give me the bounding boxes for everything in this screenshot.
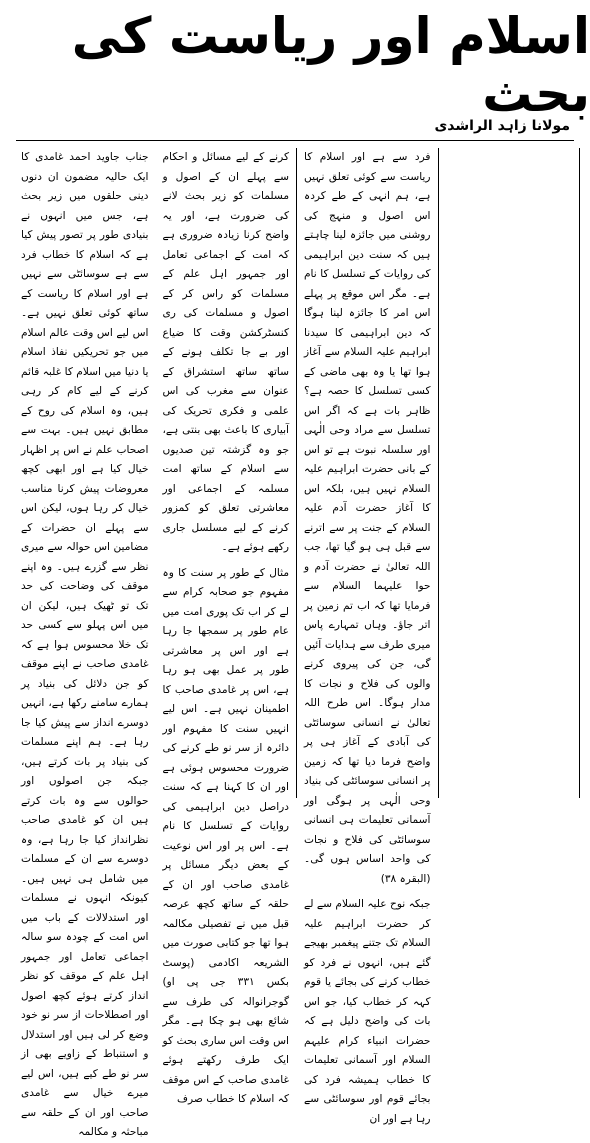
paragraph: جبکہ نوح علیہ السلام سے لے کر حضرت ابراہیم علیہ السلام تک جتنے پیغمبر بھیجے گئے ہیں، انہوں نے فرد کو خطاب کرنے کی بجائے یا قوم کہہ کر خطاب کیا، جو اس بات کی واضح دلیل ہے کہ حضرات انبیاء کرام علیہم السلام اور آسمانی تعلیمات کا خطاب ہمیشہ فرد کی بجائے قوم اور سوسائٹی سے رہا ہے اور ان — [304, 898, 431, 1125]
header-divider — [16, 140, 574, 141]
author-byline: مولانا زاہد الراشدی — [434, 118, 570, 134]
article-title: اسلام اور ریاست کی بحث — [71, 7, 590, 123]
paragraph: مثال کے طور پر سنت کا وہ مفہوم جو صحابہ کرام سے لے کر اب تک پوری امت میں عام طور پر سمجھا جا رہا ہے اور اس پر معاشرتی طور پر عمل بھی ہو رہا ہے، اس پر غامدی صاحب کا اطمینان نہیں ہے۔ اس لیے انہیں سنت کا مفہوم اور دائرہ از سر نو طے کرنے کی ضرورت محسوس ہوئی ہے اور ان کا کہنا ہے کہ سنت دراصل دین ابراہیمی کی روایات کے تسلسل کا نام ہے۔ اس پر اور اس نوعیت کے بعض دیگر مسائل پر غامدی صاحب اور ان کے حلقہ کے ساتھ کچھ عرصہ قبل میں نے تفصیلی مکالمہ ہوا تھا جو کتابی صورت میں الشریعہ اکادمی (پوسٹ بکس ۳۳۱ جی پی او) گوجرانوالہ کی طرف سے شائع بھی ہو چکا ہے۔ مگر اس وقت اس ساری بحث کو ایک طرف رکھتے ہوئے غامدی صاحب کے اس موقف کہ اسلام کا خطاب صرف — [162, 566, 289, 1105]
paragraph: فرد سے ہے اور اسلام کا ریاست سے کوئی تعلق نہیں ہے، ہم انہی کے طے کردہ اس اصول و منہج کی روشنی میں جائزہ لینا چاہتے ہیں کہ سنت دین ابراہیمی کی روایات کے تسلسل کا نام ہے۔ مگر اس موقع پر پہلے اس امر کا جائزہ لینا ہوگا کہ دین ابراہیمی کا سیدنا ابراہیم علیہ السلام سے آغاز ہوا تھا یا وہ بھی ماضی کے کسی تسلسل کا حصہ ہے؟ ظاہر بات ہے کہ اگر اس تسلسل سے مراد وحی الٰہی اور سلسلہ نبوت ہے تو اس کے بانی حضرت ابراہیم علیہ السلام نہیں ہیں، بلکہ اس کا آغاز حضرت آدم علیہ السلام کے جنت پر سے اترنے سے قبل ہی ہو گیا تھا، جب اللہ تعالیٰ نے حضرت آدم و حوا علیہما السلام سے فرمایا تھا کہ اب تم زمین پر اتر جاؤ۔ وہاں تمہارے پاس میری طرف سے ہدایات آئیں گی، جن کی پیروی کرنے والوں کی فلاح و نجات کا مدار ہوگا۔ اس طرح اللہ تعالیٰ نے انسانی سوسائٹی کی آبادی کے آغاز ہی پر واضح فرما دیا تھا کہ زمین پر انسانی سوسائٹی کی بنیاد وحی الٰہی پر ہوگی اور آسمانی تعلیمات ہی انسانی سوسائٹی کی فلاح و نجات کی واحد اساس ہوں گی۔ (البقرہ ۳۸) — [304, 151, 431, 885]
paragraph: جناب جاوید احمد غامدی کا ایک حالیہ مضمون ان دنوں دینی حلقوں میں زیر بحث ہے، جس میں انہوں نے بنیادی طور پر تصور پیش کیا ہے کہ اسلام کا خطاب فرد سے ہے سوسائٹی سے نہیں ہے اور اسلام کا ریاست کے ساتھ کوئی تعلق نہیں ہے۔ اس لیے اس وقت عالم اسلام میں جو تحریکیں نفاذ اسلام یا دنیا میں اسلام کا غلبہ قائم کرنے کے لیے کام کر رہی ہیں، وہ اسلام کی روح کے مطابق نہیں ہیں۔ بہت سے اصحاب علم نے اس پر اظہار خیال کیا ہے اور ابھی کچھ معروضات پیش کرنا مناسب خیال کر رہا ہوں، لیکن اس سے پہلے ان حضرات کے مضامین اس حوالہ سے میری نظر سے گزرے ہیں۔ وہ اپنے موقف کی وضاحت کی حد تک تو ٹھیک ہیں، لیکن ان میں اس پہلو سے کسی حد تک خلا محسوس ہوا ہے کہ غامدی صاحب نے اپنے موقف کو جن دلائل کی بنیاد پر ہمارے سامنے رکھا ہے، انہیں دوسرے انداز سے پیش کیا جا رہا ہے۔ ہم اپنے مسلمات کی بنیاد پر بات کرتے ہیں، جبکہ جن اصولوں اور حوالوں سے وہ بات کرتے ہیں ان کو غامدی صاحب نظرانداز کیا جا رہا ہے، وہ دوسرے سے ان کے مسلمات میں شامل ہی نہیں ہیں۔ کیونکہ انہوں نے مسلمات اور استدلالات کے باب میں اس امت کے چودہ سو سالہ اجماعی تعامل اور جمہور اہل علم کے موقف کو نظر انداز کرتے ہوئے کچھ اصول اور اصطلاحات از سر نو خود وضع کر لی ہیں اور استدلال و استنباط کے زاویے بھی از سر نو طے کیے ہیں، اس لیے میرے خیال سے غامدی صاحب اور ان کے حلقہ سے مباحثہ و مکالمہ — [21, 151, 149, 1138]
headline — [0, 7, 590, 123]
article-body — [14, 148, 580, 1138]
column-3 — [297, 148, 439, 1125]
column-4 — [439, 148, 581, 798]
column-2 — [156, 148, 298, 1105]
paragraph: کرنے کے لیے مسائل و احکام سے پہلے ان کے اصول و مسلمات کو زیر بحث لانے کی ضرورت ہے، اور یہ واضح کرنا زیادہ ضروری ہے کہ امت کے اجماعی تعامل اور جمہور اہل علم کے مسلمات کو راس کر کے اصول و مسلمات کی ری کنسٹرکشن وقت کا ضیاع اور بے جا تکلف ہونے کے ساتھ ساتھ استشراق کے عنوان سے مغرب کی اس علمی و فکری تحریک کی آبیاری کا باعث بھی بنتی ہے، جو وہ گزشتہ تین صدیوں سے اسلام کے ساتھ امت مسلمہ کے اجماعی اور معاشرتی تعلق کو کمزور کرنے کے لیے مسلسل جاری رکھے ہوئے ہے۔ — [162, 151, 289, 553]
column-1 — [14, 148, 156, 1138]
